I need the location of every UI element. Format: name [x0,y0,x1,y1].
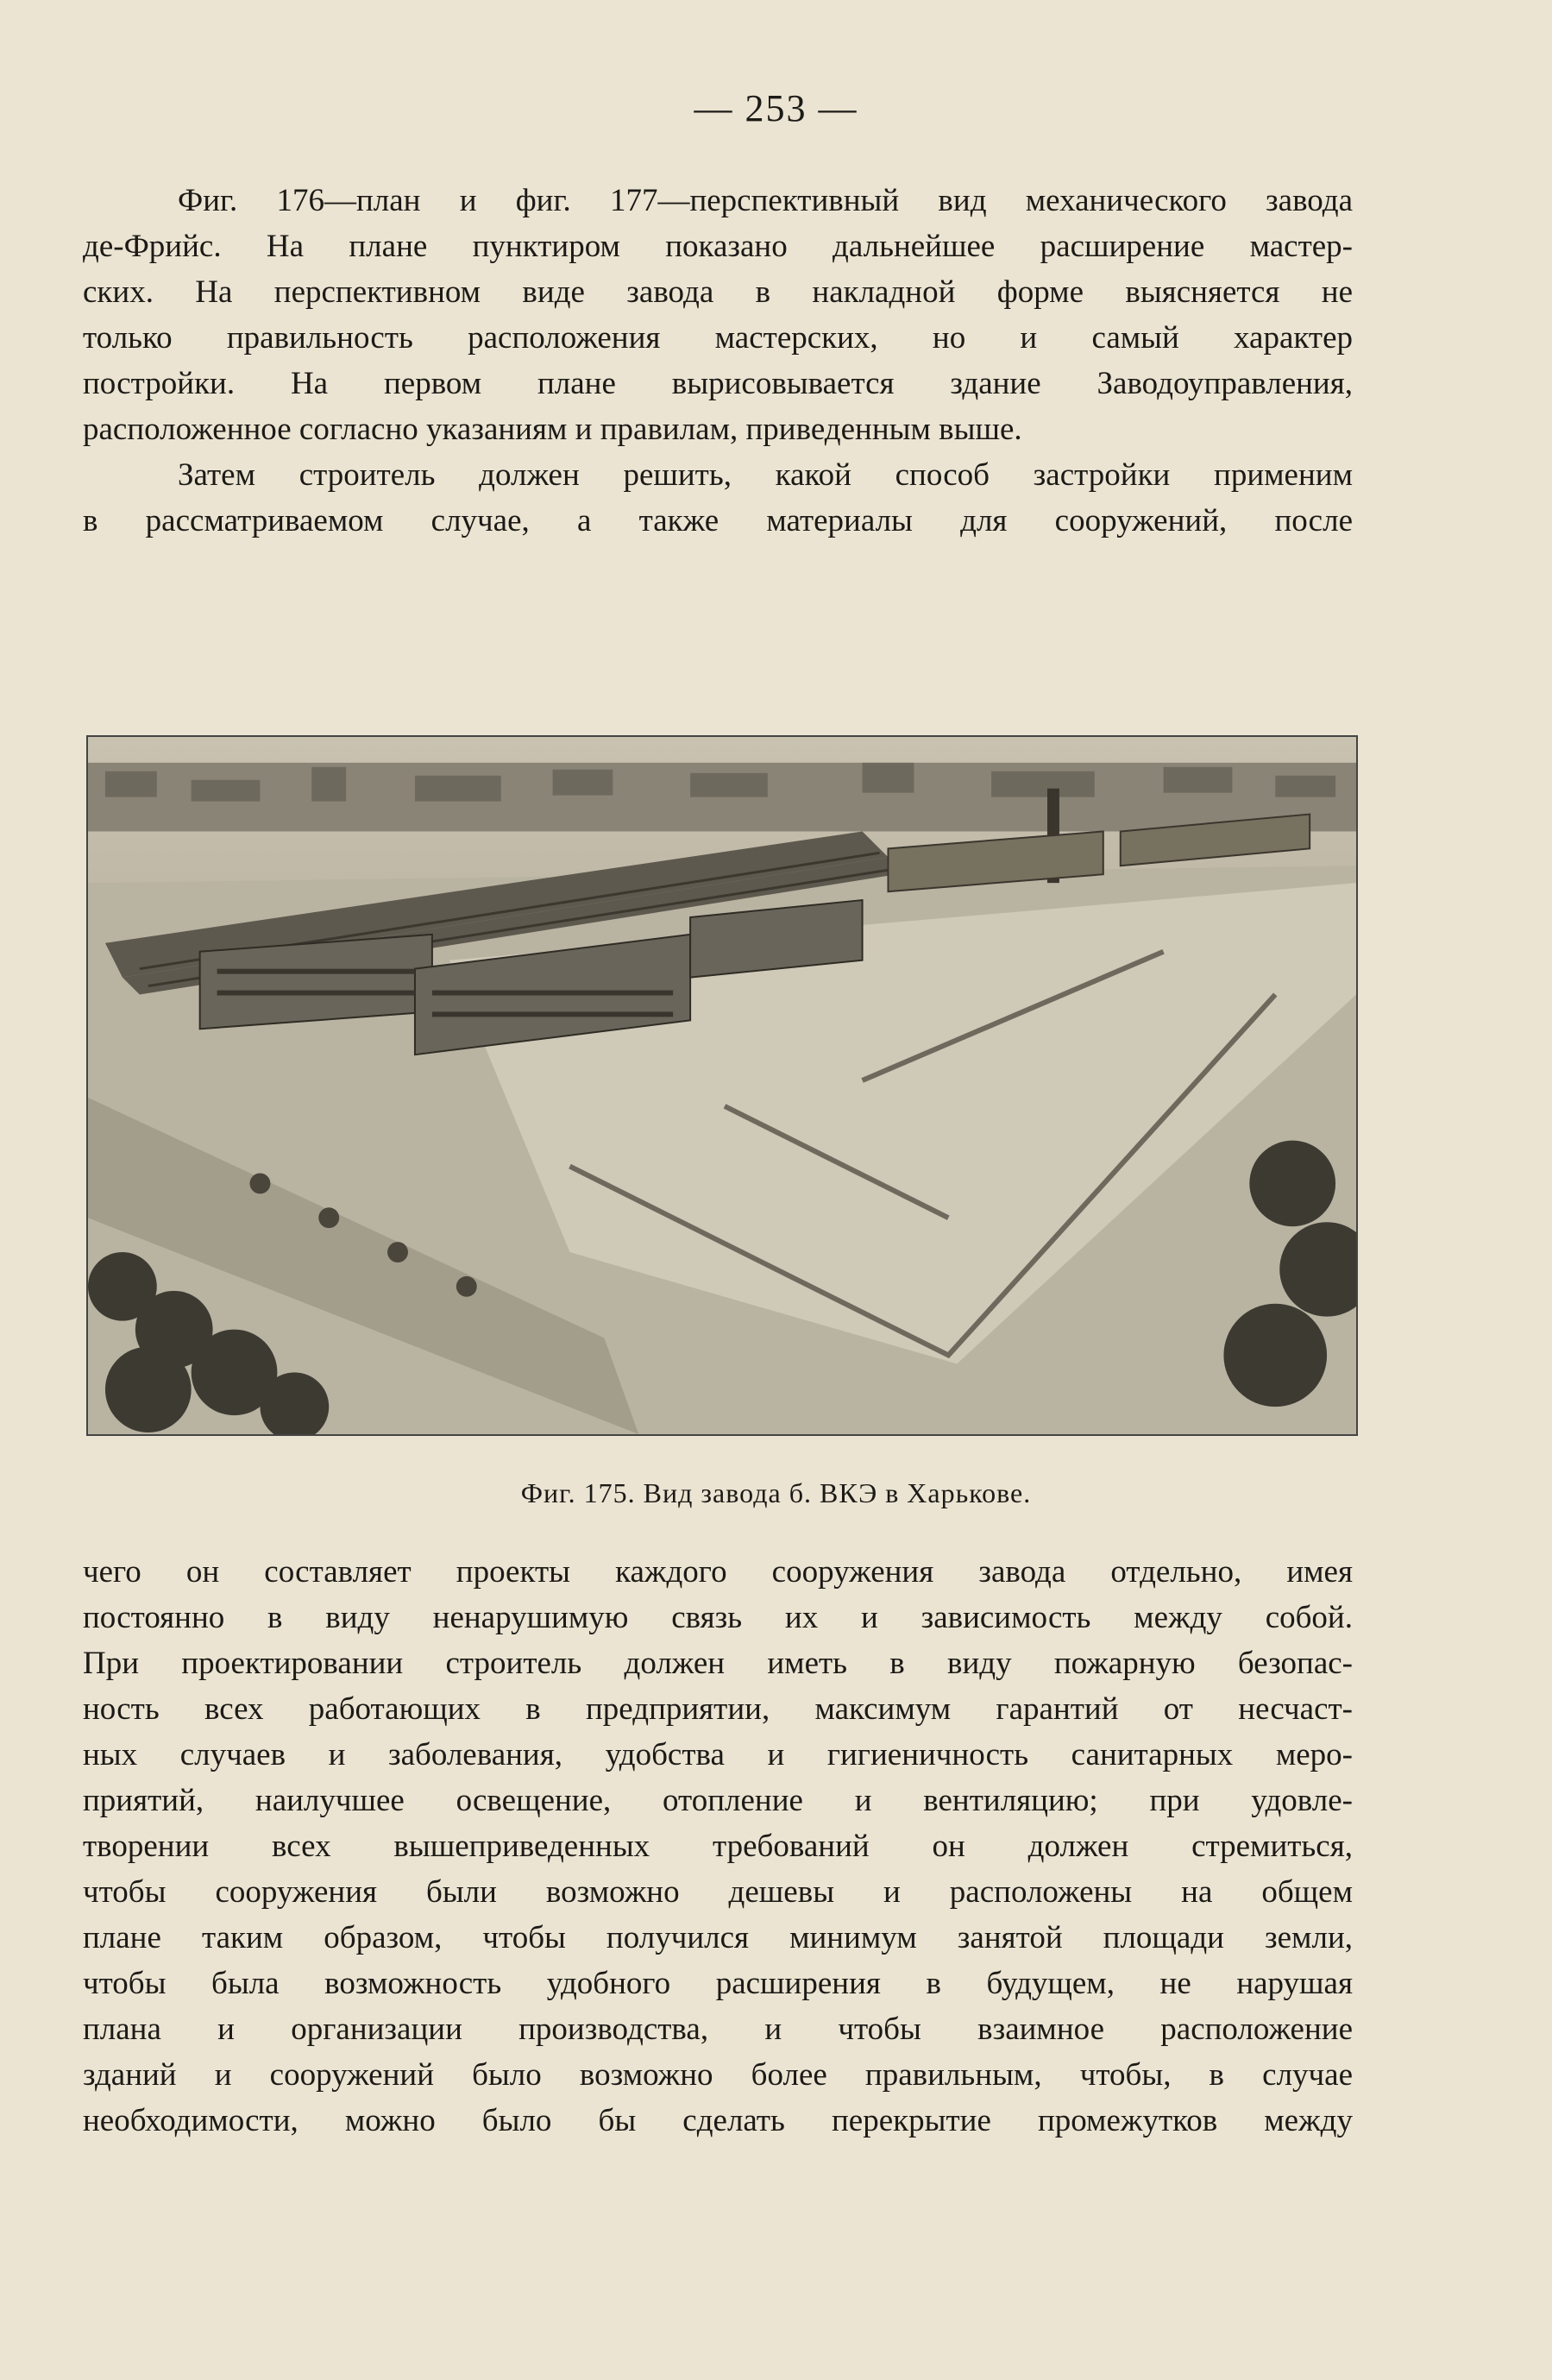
text-line: чего он составляет проекты каждого сооружения завода отдельно, имея [83,1554,1353,1590]
paragraph-construction-method [83,452,1353,544]
text-line: необходимости, можно было бы сделать перекрытие промежутков между [83,2103,1353,2138]
factory-aerial-photograph [86,735,1358,1436]
text-line: зданий и сооружений было возможно более правильным, чтобы, в случае [83,2057,1353,2093]
bottom-text-block [83,1549,1353,2144]
text-line: де-Фрийс. На плане пунктиром показано дальнейшее расширение мастер- [83,229,1353,264]
text-line: постоянно в виду ненарушимую связь их и зависимость между собой. [83,1600,1353,1635]
paragraph-design-requirements [83,1549,1353,2144]
text-line: Затем строитель должен решить, какой способ застройки применим [178,457,1353,493]
text-line: расположенное согласно указаниям и правилам, приведенным выше. [83,412,1022,447]
text-line: ских. На перспективном виде завода в накладной форме выясняется не [83,274,1353,310]
text-line: постройки. На первом плане вырисовывается здание Заводоуправления, [83,366,1353,401]
text-line: в рассматриваемом случае, а также материалы для сооружений, после [83,503,1353,538]
text-line: творении всех вышеприведенных требований он должен стремиться, [83,1829,1353,1864]
paragraph-figure-176 [83,178,1353,452]
text-line: Фиг. 176—план и фиг. 177—перспективный вид механического завода [178,183,1353,218]
text-line: При проектировании строитель должен иметь в виду пожарную безопас- [83,1646,1353,1681]
text-line: чтобы была возможность удобного расширения в будущем, не нарушая [83,1966,1353,2001]
top-text-block [83,178,1353,544]
text-line: ность всех работающих в предприятии, максимум гарантий от несчаст- [83,1691,1353,1727]
text-line: плане таким образом, чтобы получился минимум занятой площади земли, [83,1920,1353,1955]
factory-illustration [88,737,1356,1434]
page-number: — 253 — [694,87,858,129]
text-line: только правильность расположения мастерских, но и самый характер [83,320,1353,356]
text-line: чтобы сооружения были возможно дешевы и расположены на общем [83,1874,1353,1910]
text-line: плана и организации производства, и чтобы взаимное расположение [83,2012,1353,2047]
figure-caption: Фиг. 175. Вид завода б. ВКЭ в Харькове. [520,1477,1032,1508]
text-line: приятий, наилучшее освещение, отопление и вентиляцию; при удовле- [83,1783,1353,1818]
text-line: ных случаев и заболевания, удобства и гигиеничность санитарных меро- [83,1737,1353,1772]
